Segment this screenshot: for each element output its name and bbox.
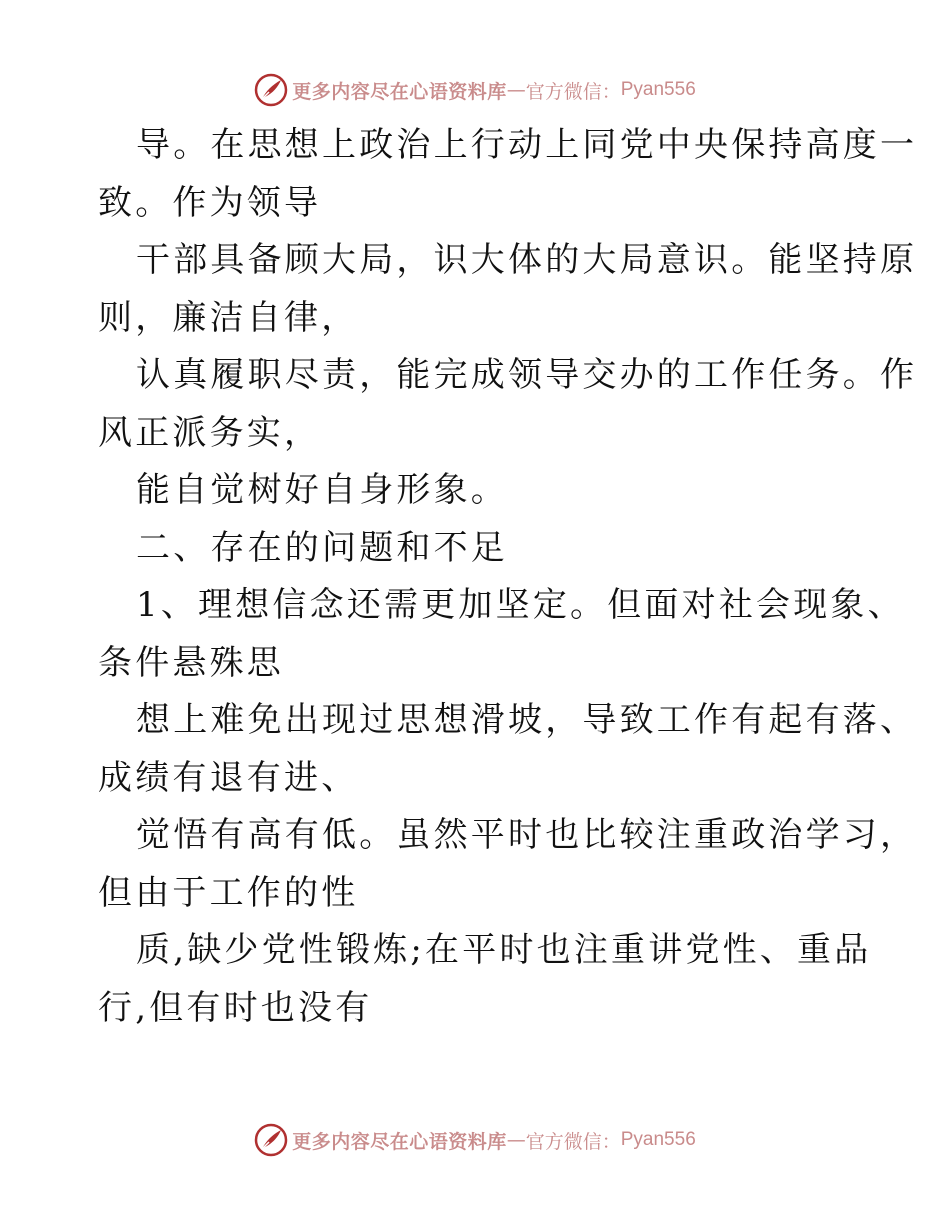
quill-logo-icon (254, 1123, 288, 1157)
paragraph-line: 想上难免出现过思想滑坡，导致工作有起有落、 (136, 700, 918, 740)
section-heading (0, 520, 950, 578)
paragraph (0, 117, 950, 232)
paragraph-line: 觉悟有高有低。虽然平时也比较注重政治学习， (136, 815, 918, 855)
banner-wechat-label: 官方微信： (525, 80, 621, 103)
paragraph-line: 条件悬殊思 (98, 642, 284, 683)
paragraph-line: 质,缺少党性锻炼;在平时也注重讲党性、重品 (136, 930, 872, 970)
paragraph-line: 成绩有退有进、 (98, 757, 359, 798)
paragraph-line: 但由于工作的性 (98, 872, 359, 913)
paragraph-line: 则，廉洁自律， (98, 297, 359, 338)
banner-text: 更多内容尽在心语资料库 (292, 80, 507, 103)
paragraph (0, 347, 950, 462)
banner-separator: — (506, 1129, 526, 1151)
banner-wechat-id: Pyan556 (620, 79, 696, 100)
banner-separator: — (506, 79, 526, 101)
paragraph-line: 干部具备顾大局，识大体的大局意识。能坚持原 (136, 240, 918, 280)
document-body (0, 117, 950, 1037)
paragraph (0, 692, 950, 807)
paragraph-line: 能自觉树好自身形象。 (136, 470, 508, 510)
banner-wechat-label: 官方微信： (525, 1130, 621, 1153)
header-banner (0, 72, 950, 108)
paragraph (0, 462, 950, 520)
paragraph (0, 807, 950, 922)
paragraph-line: 1、理想信念还需更加坚定。但面对社会现象、 (136, 585, 905, 625)
footer-banner (0, 1122, 950, 1158)
banner-wechat-id: Pyan556 (620, 1129, 696, 1150)
quill-logo-icon (254, 73, 288, 107)
paragraph (0, 922, 950, 1037)
paragraph-line: 认真履职尽责，能完成领导交办的工作任务。作 (136, 355, 918, 395)
paragraph-line: 二、存在的问题和不足 (136, 527, 508, 568)
paragraph-line: 风正派务实， (98, 412, 322, 453)
banner-text: 更多内容尽在心语资料库 (292, 1130, 507, 1153)
paragraph-line: 行,但有时也没有 (98, 987, 373, 1028)
paragraph (0, 577, 950, 692)
paragraph (0, 232, 950, 347)
paragraph-line: 导。在思想上政治上行动上同党中央保持高度一 (136, 125, 918, 165)
paragraph-line: 致。作为领导 (98, 182, 322, 223)
